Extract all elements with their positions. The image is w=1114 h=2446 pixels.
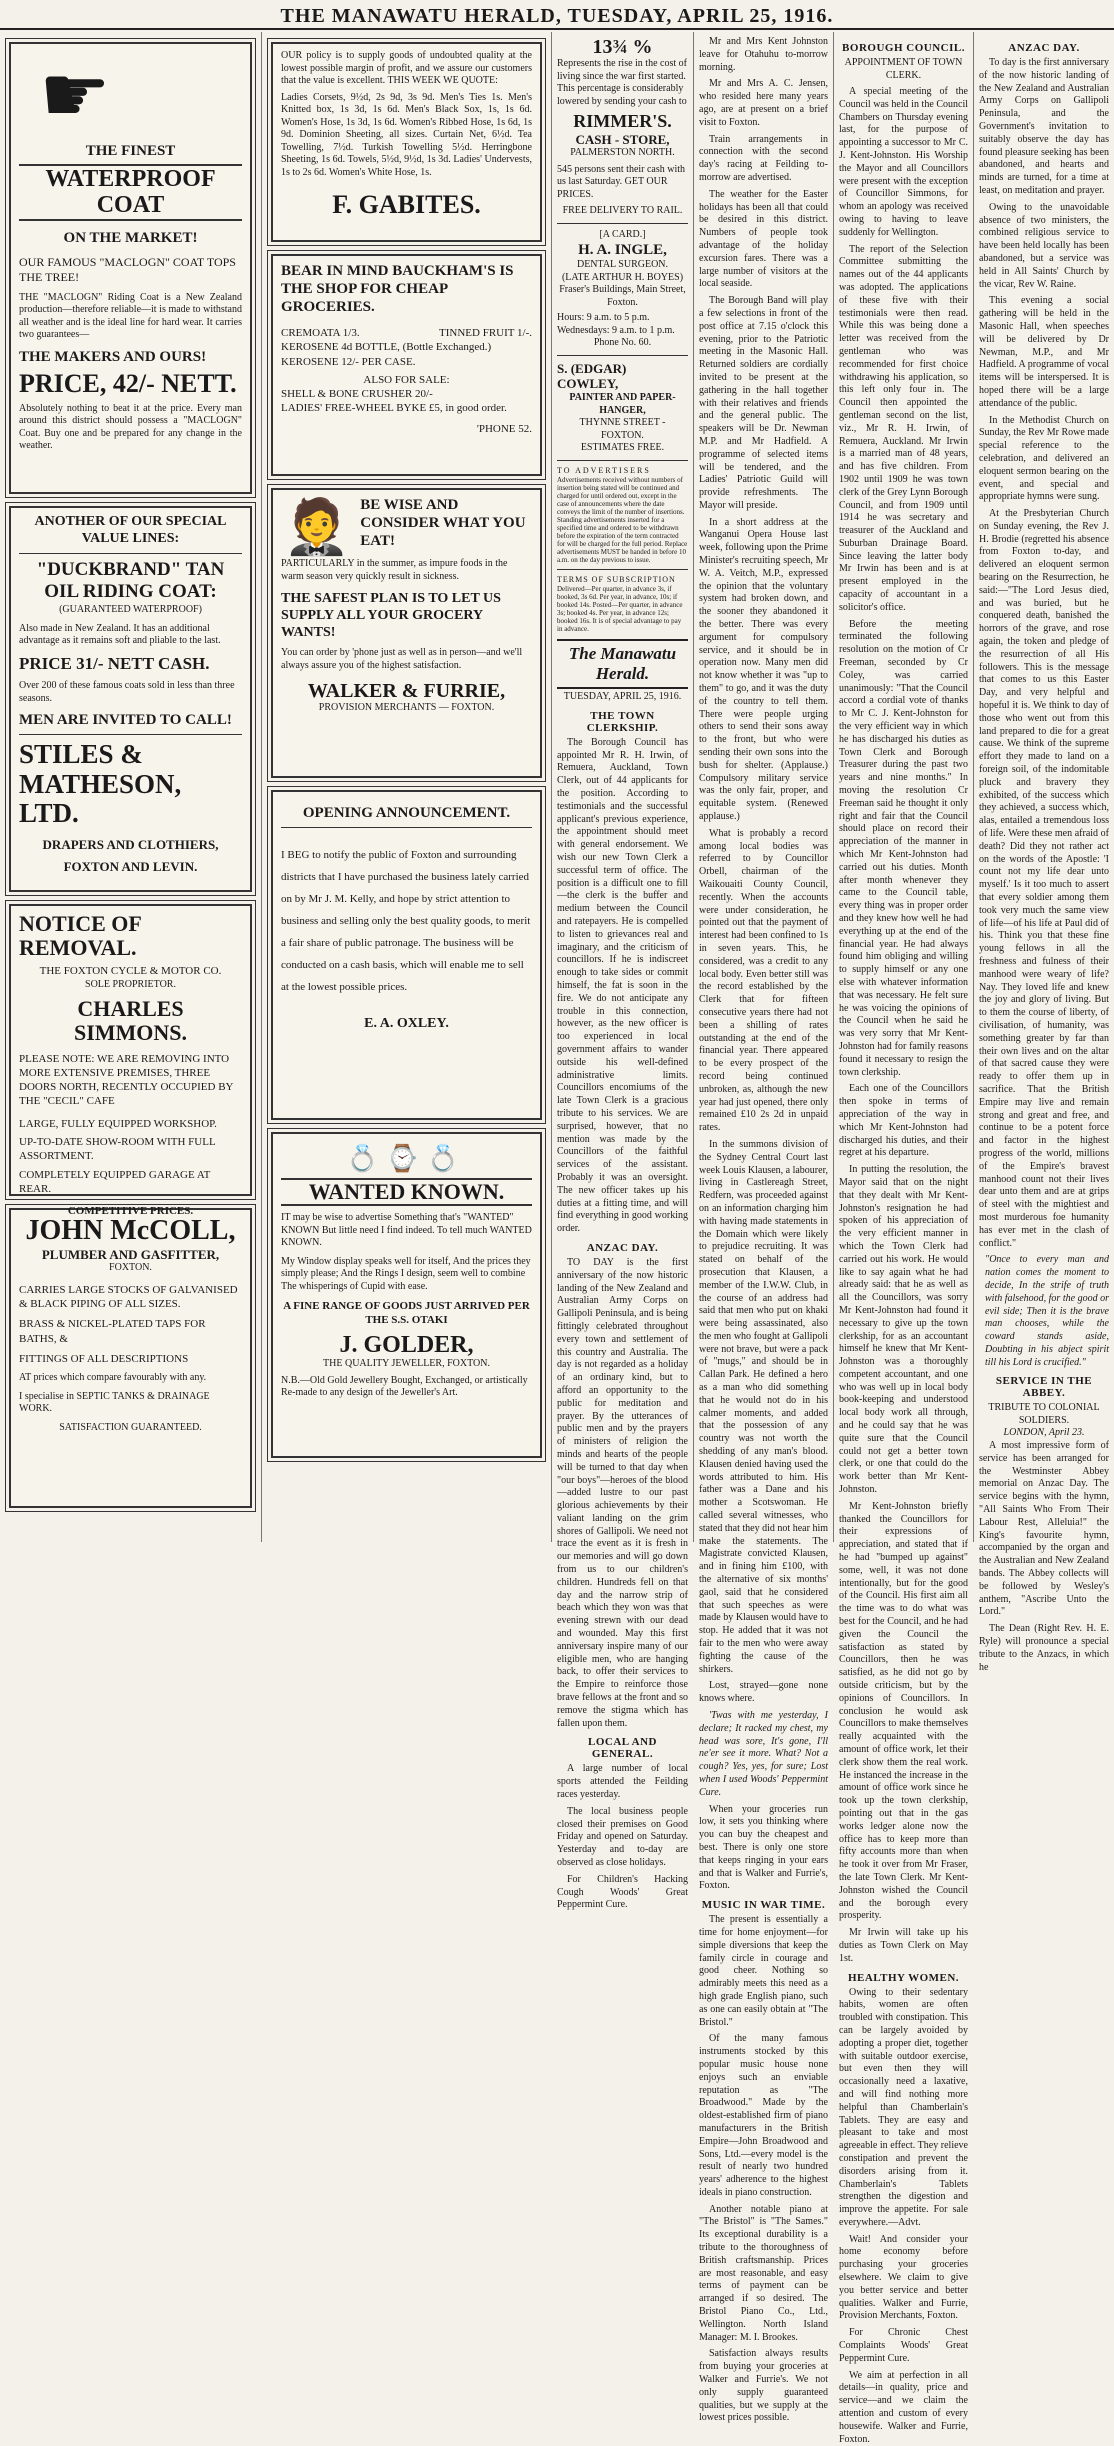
ingle-hours: Hours: 9 a.m. to 5 p.m. Wednesdays: 9 a.m. to 1 p.m. <box>557 312 675 336</box>
cowley-ad <box>557 361 688 455</box>
abbey-p2: The Dean (Right Rev. H. E. Ryle) will pronounce a special tribute to the Anzacs, in which he <box>979 1623 1109 1673</box>
rimmer-store: CASH - STORE, <box>575 131 670 147</box>
golder-range: A FINE RANGE OF GOODS JUST ARRIVED PER THE S.S. OTAKI <box>283 1300 530 1327</box>
golder-name: J. GOLDER, <box>339 1331 474 1358</box>
walker-name: WALKER & FURRIE, <box>307 680 506 703</box>
duck-made: Also made in New Zealand. It has an additional advantage as it remains soft and pliable to the last. <box>19 622 221 647</box>
coat-desc: THE "MACLOGN" Riding Coat is a New Zealand production—therefore reliable—it is made to withstand all weather and is the ideal line for hard wear. It carries two guarantees— <box>19 291 242 341</box>
anzac2-p2: Owing to the unavoidable absence of two ministers, the combined religious service to have been held locally has been abandoned, but a service was held in All Saints' Church by the vicar, Rev W. Raine. <box>979 201 1109 290</box>
local-p3: For Children's Hacking Cough Woods' Great Peppermint Cure. <box>557 1873 688 1911</box>
ingle-phone: Phone No. 60. <box>593 337 652 349</box>
news-p8: In the summons division of the Sydney Central Court last week Louis Klausen, a labourer, living in Castlereagh Street, Redfern, was proceeded against on an information charging him with having made statements in the Domain which were likely to prejudice recruiting. It was stated on behalf of the prosecution that Klausen, a member of the I.W.W. Club, in the course of an address had said that men who put on khaki were being assassinated, also the men who fought at Gallipoli were not brave, but were a pack of "mugs," and should be in Callan Park. He defined a hero as a man who did something that he would not do in his calmer moments, and added that the possession of any country was not worth the shedding of any man's blood. Klausen denied having used the words attributed to him. His father was a Dane and his mother a Scotswoman. He called several witnesses, who stated that they did not hear him make the statements. The Magistrate convicted Klausen, and in fining him £100, with the alternative of six months' gaol, said that he considered that such speeches as were made by Klausen would have to stop. He added that it was not fair to the men who were away fighting the cause of the shirkers. <box>699 1138 828 1675</box>
oxley-ad <box>271 790 542 1120</box>
music-title: MUSIC IN WAR TIME. <box>701 1899 826 1912</box>
walker-furrie-ad <box>271 488 542 778</box>
duck-firm: STILES & MATHESON, LTD. <box>19 739 182 829</box>
local-p2: The local business people closed their premises on Good Friday and opened on Saturday. Yesterday and to-day are observed as close holidays. <box>557 1805 688 1869</box>
duck-trade: DRAPERS AND CLOTHIERS, <box>42 837 219 853</box>
col5-p10: For Chronic Chest Complaints Woods' Great Peppermint Cure. <box>839 2327 968 2364</box>
news-p6: In a short address at the Wanganui Opera House last week, following upon the Prime Minister's recruiting speech, Mr W. A. Veitch, M.P., expressed the opinion that the voluntary system had broken down, and the sooner they abandoned it the better. There was every argument for compulsory service, and it should be in operation now. Many men did not know whether it was "up to them" to go, and it was the duty of the country to tell them. There were people urging others to send their sons away to the front, but who were sending their own sons into the bush for shelter. (Applause.) Compulsory military service was the only fair, proper, and equitable system. (Renewed applause.) <box>699 516 828 823</box>
anzac2-title: ANZAC DAY. <box>1008 42 1080 54</box>
golder-intro: IT may be wise to advertise Something that's "WANTED" KNOWN But little need I find indeed. To tell much WANTED KNOWN. <box>281 1212 532 1249</box>
waiter-with-tray-icon: 🤵 <box>283 497 351 557</box>
mccoll-town: FOXTON. <box>109 1262 152 1274</box>
mccoll-prices: AT prices which compare favourably with any. <box>19 1372 207 1384</box>
oxley-title: OPENING ANNOUNCEMENT. <box>302 805 511 821</box>
coat-price: PRICE, 42/- NETT. <box>19 368 237 398</box>
news-p2: Mr and Mrs A. C. Jensen, who resided here many years ago, are at present on a brief visit to Foxton. <box>699 78 828 128</box>
rimmer-name: RIMMER'S. <box>573 111 672 131</box>
anzac2-p3: This evening a social gathering will be held in the Masonic Hall, when speeches will be delivered by Dr Newman, M.P., and Mr Hadfield. A programme of vocal items will be interspersed. It is hoped there will be a large attendance of the public. <box>979 295 1109 409</box>
rimmer-pct: 13¾ % <box>592 36 653 58</box>
duck-brand: "DUCKBRAND" TAN OIL RIDING COAT: <box>36 558 225 603</box>
abbey-title: SERVICE IN THE ABBEY. <box>995 1375 1093 1400</box>
abbey-sub: TRIBUTE TO COLONIAL SOLDIERS. <box>988 1402 1100 1426</box>
gabites-quote: Ladies Corsets, 9½d, 2s 9d, 3s 9d. Men's Ties 1s. Men's Knitted box, 1s 3d, 1s 6d. Men's Black Sox, 1s, 1s 6d. Women's Hose, 1s 3d, 1s 6d. Women's Ribbed Hose, 1s 6d, 1s 9d. Dominion Sheeting, all sizes. Curtain Net, 6½d. Tea Towelling, 7½d. Turkish Towelling 5½d. Herringbone Sheeting, 1s 6d. Towels, 5½d, 9½d, 1s 3d. Ladies' Undervests, 1s to 2s 6d. Women's White Hose, 1s. <box>281 91 532 178</box>
music-p3: Another notable piano at "The Bristol" is "The Sames." Its exceptional durability is a tribute to the thoroughness of British craftsmanship. Prices are most reasonable, and easy terms of payment can be arranged if so desired. The Bristol Piano Co., Ltd., Wellington. North Island Manager: M. I. Brookes. <box>699 2203 828 2343</box>
advertisers-title: TO ADVERTISERS <box>557 465 651 475</box>
column-1 <box>0 32 262 1542</box>
oxley-body: I BEG to notify the public of Foxton and surrounding districts that I have purchased the business lately carried on by Mr J. M. Kelly, and hope by strict attention to business and selling only the best quality goods, to merit a fair share of public patronage. The business will be conducted on a cash basis, which will enable me to sell at the lowest possible prices. <box>281 849 531 993</box>
clerkship-body: The Borough Council has appointed Mr R. H. Irwin, of Remuera, Auckland, Town Clerk, out of 44 applicants for the position. According to testimonials and the successful applicant's previous experience, the appointment should meet with general endorsement. We wish our new Town Clerk a successful term of office. The position is a difficult one to fill—the clerk is the buffer and medium between the Council and ratepayers. He is compelled to listen to grievances real and imaginary, and the criticism of councillors. If he is indiscreet enough to take sides or commit himself, the fat is soon in the fire. We do not anticipate any trouble in this connection, however, as the new officer is too experienced in local government affairs to wander outside his well-defined administrative limits. Councillors encomiums of the late Town Clerk is a gracious tribute to his services. We are surprised, however, that no mention was made by the Councillors of the faithful services of the assistant. Probably it was an oversight. The new officer takes up his duties at a fitting time, and will find everything in good working order. <box>557 736 688 1235</box>
duck-guarantee: (GUARANTEED WATERPROOF) <box>59 604 202 616</box>
removal-title: NOTICE OF REMOVAL. <box>19 911 142 961</box>
duckbrand-ad <box>9 506 252 892</box>
mccoll-fittings: FITTINGS OF ALL DESCRIPTIONS <box>19 1353 189 1366</box>
removal-showroom: UP-TO-DATE SHOW-ROOM WITH FULL ASSORTMENT. <box>19 1136 216 1163</box>
paper-name: The Manawatu Herald. <box>557 639 688 689</box>
subscription-title: TERMS OF SUBSCRIPTION <box>557 575 676 585</box>
cowley-name: S. (EDGAR) COWLEY, <box>557 360 627 392</box>
column-3 <box>552 32 694 1911</box>
rimmer-ad <box>557 36 688 218</box>
pointing-hand-icon: ☛ <box>39 52 111 140</box>
duck-sold: Over 200 of these famous coats sold in less than three seasons. <box>19 680 235 704</box>
local-title: LOCAL AND GENERAL. <box>588 1736 657 1761</box>
column-6 <box>974 32 1114 1673</box>
mccoll-septic: I specialise in SEPTIC TANKS & DRAINAGE WORK. <box>19 1390 210 1415</box>
news-p7: What is probably a record among local bodies was referred to by Councillor Orbell, chairman of the Waikouaiti County Council, recently. When the accounts were under consideration, he pointed out that the payment of interest had been confined to 1s in seven years. This, he considered, was a credit to any local body. Even better still was the record established by the Clerk that for fifteen consecutive years there had not been a shilling of rates outstanding at the end of the financial year. There appeared to be every prospect of the record being continued unbroken, as, although the new year had just opened, there only remained £10 2s 2d in unpaid rates. <box>699 827 828 1134</box>
duck-price: PRICE 31/- NETT CASH. <box>19 653 210 673</box>
bauckham-item1: CREMOATA 1/3. <box>281 327 360 339</box>
coat-note: Absolutely nothing to beat it at the price. Every man around this district should possess a "MACLOGN" Coat. Buy one and be prepared for any change in the weather. <box>19 402 242 452</box>
removal-company: THE FOXTON CYCLE & MOTOR CO. <box>39 965 222 978</box>
anzac2-p4: In the Methodist Church on Sunday, the Rev Mr Rowe made special reference to the celebration, and delivered an eloquent sermon bearing on the event, and special and appropriate hymns were sung. <box>979 414 1109 503</box>
news-p4: The weather for the Easter holidays has been all that could be desired in this district. Numbers of people took advantage of the holiday excursion fares. There was a large number of visitors at the local seaside. <box>699 188 828 290</box>
removal-name: CHARLES SIMMONS. <box>73 996 188 1046</box>
removal-ad <box>9 904 252 1218</box>
news-p1: Mr and Mrs Kent Johnston leave for Otahuhu to-morrow morning. <box>699 36 828 73</box>
golder-trade: THE QUALITY JEWELLER, FOXTON. <box>323 1358 490 1370</box>
removal-prop: SOLE PROPRIETOR. <box>85 978 176 990</box>
music-p2: Of the many famous instruments stocked by this popular music house none enjoys such an enviable reputation as "The Broadwood." Made by the oldest-established firm of piano manufacturers in the British Empire—John Broadwood and Sons, Ltd.—every model is the result of nearly two hundred years' adherence to the highest ideals in piano construction. <box>699 2033 828 2198</box>
abbey-p1: A most impressive form of service has been arranged for the Westminster Abbey memorial on Anzac Day. The service begins with the hymn, "All Saints Who From Their Labour Rest, Alleluia!" the King's favourite hymn, accompanied by the organ and the Australian and New Zealand bands. The Abbey collects will be followed by Wesley's anthem, "Ascribe Unto the Lord." <box>979 1439 1109 1618</box>
gabites-name: F. GABITES. <box>332 190 481 219</box>
walker-trade: PROVISION MERCHANTS — FOXTON. <box>318 702 495 714</box>
coat-market: ON THE MARKET! <box>63 229 198 246</box>
removal-garage: COMPLETELY EQUIPPED GARAGE AT REAR. <box>19 1168 211 1195</box>
ingle-late: (LATE ARTHUR H. BOYES) <box>561 271 684 283</box>
bauckham-sale: ALSO FOR SALE: <box>363 373 450 386</box>
gabites-policy: OUR policy is to supply goods of undoubted quality at the lowest possible margin of profit, and we assure our customers that the value is excellent. THIS WEEK WE QUOTE: <box>281 50 532 86</box>
bauckham-item6: LADIES' FREE-WHEEL BYKE £5, in good order. <box>281 402 507 415</box>
women-p1: Owing to their sedentary habits, women are often troubled with constipation. This can be largely avoided by adopting a proper diet, together with suitable outdoor exercise, but even then they will occasionally need a laxative, and will find nothing more helpful than Chamberlain's Tablets. They are easy and pleasant to take and most agreeable in effect. They relieve constipation and prevent the disorders arising from it. Chamberlain's Tablets strengthen the digestion and improve the appetite. For sale everywhere.—Advt. <box>839 1986 968 2228</box>
ingle-addr: Fraser's Buildings, Main Street, Foxton. <box>559 284 686 308</box>
coat-headline: WATERPROOF COAT <box>19 164 242 221</box>
council-p3: Before the meeting terminated the following resolution on the motion of Cr Freeman, seconded by Cr Coley, was carried unanimously: "That the Council accord a cordial vote of thanks to Mr C. J. Kent-Johnston for the very efficient way in which he has discharged his duties as Town Clerk and Borough Treasurer during the past two years and nine months." In moving the resolution Cr Freeman said he thought it only right and fair that the Council should place on record their appreciation of the manner in which Mr Kent-Johnston had carried out his duties. Month after month whenever they came to the Council table, every thing was in proper order and they knew how well he had everything up at the end of the financial year. He had always found him obliging and willing to supply himself or any one else with whatever information that was necessary. He felt sure he was voicing the opinions of the Council when he said he was very sorry that Mr Kent-Johnston had for family reasons found it necessary to resign the town clerkship. <box>839 618 968 1078</box>
council-title: BOROUGH COUNCIL. <box>842 42 965 54</box>
rings-and-watch-icon: 💍⌚💍 <box>345 1144 468 1173</box>
council-p5: In putting the resolution, the Mayor said that on the night that they dealt with Mr Kent-Johnston's resignation he had spoken of his appreciation of the very efficient manner in which the Town Clerk had carried out his work. He would like to say again what he had already said: that he as well as all the Councillors, was sorry Mr Kent-Johnston had found it necessary to give up the town clerkship, for as an accountant himself he knew that Mr Kent-Johnston was a thoroughly competent accountant, and one who was well up in local body book-keeping and understood local body work all through, and he could say that he was quite sure that the Council could not get a better town clerk, or one that could do the work better than Mr Kent-Johnston. <box>839 1164 968 1496</box>
column-4 <box>694 32 834 2424</box>
local-p1: A large number of local sports attended the Feilding races yesterday. <box>557 1763 688 1801</box>
mccoll-trade: PLUMBER AND GASFITTER, <box>41 1246 220 1262</box>
bauckham-item2: TINNED FRUIT 1/-. <box>439 327 532 339</box>
bauckham-phone: 'PHONE 52. <box>476 422 532 435</box>
golder-note: N.B.—Old Gold Jewellery Bought, Exchanged, or artistically Re-made to any design of the Jeweller's Art. <box>281 1374 528 1399</box>
cowley-est: ESTIMATES FREE. <box>580 442 665 454</box>
council-p4: Each one of the Councillors then spoke in terms of appreciation of the way in which Mr Kent-Johnston had discharged his duties, and their regret at his departure. <box>839 1083 968 1159</box>
poem-intro: Lost, strayed—gone none knows where. <box>699 1680 828 1705</box>
abbey-dateline: LONDON, April 23. <box>1003 1427 1085 1439</box>
news-p9: When your groceries run low, it sets you thinking where you can buy the cheapest and best. There is only one store that keeps ringing in your ears and that is Walker and Furrie's, Foxton. <box>699 1803 828 1892</box>
anzac2-p5: At the Presbyterian Church on Sunday evening, the Rev J. H. Brodie (regretted his absence from Foxton to-day, and delivered an eloquent sermon bearing on the Resurrection, he said:—"The Lord Jesus died, and was buried, but he conquered death, banished the horrors of the grave, and rose again, the token and pledge of the resurrection of all His followers. This is the message that comes to us this Easter Day, and very helpful and hopeful it is. We think to day of those who went out from this land prepared to die for a great cause. We think of the supreme effort they made to land on a foreign soil, of the indomitable pluck and bravery they exhibited, of the success which they achieved, a success which, alas, entailed a tremendous loss of life. Were these men afraid of death? Did they not rather act on the words of the Apostle: 'I count not my life dear unto myself.' Is it too much to assert that every soldier among them took very much the same view of life—of his life at Paul did of his. Think you that these fine young fellows in all the freshness and fulness of their manhood were weary of life? Nay. They loved life and knew the joy and glory of living. But to them the course of liberty, of civilisation, of humanity, was something greater by far than their own lives and on the altar of that sacred cause they were ready to offer them up in sacrifice. That the British Empire may live and remain strong and great and free, and continue to be a potent force and factor in the highest progress of the world, millions of the Empire's bravest manhood count not their lives dear unto them and are at grips of steel with the mightiest and most murderous foe humanity has ever met in the clash of conflict." <box>979 508 1109 1249</box>
bauckham-ad <box>271 254 542 476</box>
duck-another: ANOTHER OF OUR SPECIAL VALUE LINES: <box>34 514 227 546</box>
removal-prices: COMPETITIVE PRICES. <box>67 1205 194 1218</box>
news-p13: Satisfaction always results from buying your groceries at Walker and Furrie's. We not only supply guaranteed qualities, but we supply at the lowest prices possible. <box>699 2348 828 2424</box>
bauckham-headline: BEAR IN MIND BAUCKHAM'S IS THE SHOP FOR CHEAP GROCERIES. <box>281 263 514 315</box>
rimmer-persons: 545 persons sent their cash with us last Saturday. GET OUR PRICES. <box>557 163 686 200</box>
masthead: THE MANAWATU HERALD, TUESDAY, APRIL 25, 1916. <box>0 0 1114 30</box>
anzac-title: ANZAC DAY. <box>586 1241 659 1254</box>
column-5 <box>834 32 974 2445</box>
rimmer-text: Represents the rise in the cost of living since the war first started. This percentage is considerably lowered by sending your cash to <box>557 58 687 107</box>
oxley-name: E. A. OXLEY. <box>364 1016 449 1031</box>
bauckham-item5: SHELL & BONE CRUSHER 20/- <box>281 388 433 401</box>
rimmer-town: PALMERSTON NORTH. <box>570 147 675 159</box>
news-p5: The Borough Band will play a few selections in front of the post office at 7.15 o'clock this evening, prior to the Patriotic meeting in the Masonic Hall. Returned soldiers are cordially invited to be present at the gathering in the hall together with their relatives and friends and the general public. The speakers will be Dr. Newman M.P. and Mr Hadfield. A programme of selected items will be tendered, and the Ladies' Patriotic Guild will provide refreshments. The Mayor will preside. <box>699 295 828 511</box>
ingle-card-label: [A CARD.] <box>599 228 646 240</box>
coat-famous: OUR FAMOUS "MACLOGN" COAT TOPS THE TREE! <box>19 254 236 285</box>
ingle-name: H. A. INGLE, <box>578 242 667 259</box>
anzac2-p1: To day is the first anniversary of the now historic landing of the New Zealand and Australian Army Corps on Gallipoli Peninsula, and the Government's invitation to suitably observe the day has found pleasure seeking has been abandoned, and hearts and minds are turned, for a time at least, on meditation and prayer. <box>979 57 1109 196</box>
coat-finest: THE FINEST <box>85 143 176 159</box>
poem: 'Twas with me yesterday, I declare; It racked my chest, my head was sore, It's gone, I'll ne'er see it more. What? Not a cough? Yes, yes, for sure; Lost when I used Woods' Peppermint Cure. <box>699 1710 828 1798</box>
col5-p9: Wait! And consider your home economy before purchasing your groceries elsewhere. We claim to give you better service and better qualities. Walker and Furrie, Provision Merchants, Foxton. <box>839 2233 968 2322</box>
walker-safest: THE SAFEST PLAN IS TO LET US SUPPLY ALL YOUR GROCERY WANTS! <box>281 591 501 640</box>
ingle-title: DENTAL SURGEON. <box>576 259 669 271</box>
coat-ad <box>9 42 252 494</box>
cowley-street: THYNNE STREET - FOXTON. <box>579 417 666 441</box>
news-p3: Train arrangements in connection with the second day's racing at Feilding to-morrow are advertised. <box>699 133 828 183</box>
walker-summer: PARTICULARLY in the summer, as impure foods in the warm season very quickly result in sickness. <box>281 558 508 582</box>
council-p6: Mr Kent-Johnston briefly thanked the Councillors for their expressions of appreciation, and stated that if he had "bumped up against" some, well, it was not done intentionally, but for the good of the Council. His first aim all the time was to do what was best for the Council, and he had given the Council the satisfaction as stated by Councillors, then he was satisfied, as he did not go by outside criticism, but by the opinions of Councillors. In conclusion he would ask Councillors to make themselves really acquainted with the amount of office work, let their clerk show them the real work. He instanced the increase in the amount of office work since he took up the town clerkship, pointing out that in the gas works ledger alone now the office has to keep more than fifty accounts more than when he took it over from Mr Fraser, the late Town Clerk. Mr Kent-Johnston wished the Council and the borough every prosperity. <box>839 1500 968 1922</box>
clerkship-title: THE TOWN CLERKSHIP. <box>586 709 659 734</box>
council-p1: A special meeting of the Council was held in the Council Chambers on Thursday evening last, for the purpose of appointing a successor to Mr C. J. Kent-Johnston. His Worship the Mayor and all Councillors were present with the exception of Councillor Simmons, for whom an apology was received owing to having to leave suddenly for Wellington. <box>839 86 968 238</box>
col5-p11: We aim at perfection in all details—in quality, price and service—and we claim the attention and custom of every housewife. Walker and Furrie, Foxton. <box>839 2369 968 2445</box>
anzac-body: TO DAY is the first anniversary of the now historic landing of the New Zealand and Australian Army Corps on Gallipoli Peninsula, and is being fittingly celebrated throughout every town and settlement of this country and Australia. The day is not regarded as a holiday of an ordinary kind, but to afford an opportunity to the public for meditation and prayer. By the utterances of public men and by the prayers of ministers of religion the minds and hearts of the people will be turned to that day when "our boys"—heroes of the blood—added lustre to our past glorious achievements by their valiant landing on the grim shores of Gallipoli. We need not trace the event as it is fresh in our memories and will go down from us to our children's children. Hundreds fell on that day and the narrow strip of beach which they won was that evening strewn with our dead and wounded. May this first anniversary inspire many of our eligible men, who are hanging back, to offer their services to the Empire to reinforce those brave fellows at the front and so remove the stigma which has fallen upon them. <box>557 1256 688 1729</box>
council-p2: The report of the Selection Committee submitting the names out of the 44 applicants was adopted. The applications of these five with their testimonials were then read. While this was being done a letter was received from the gentleman who was recommended for first choice withdrawing his application, so this left only four in. The Council then appointed the gentleman second on the list, viz., Mr R. H. Irwin, of Remuera, Auckland. Mr Irwin is a married man of 48 years, and has five children. From 1902 until 1909 he was town clerk of the Grey Lynn Borough Council, and from 1909 until 1914 he was secretary and treasurer of the Auckland and Suburban Drainage Board. Since leaving the latter body Mr Irwin has been and is at present employed in the capacity of accountant in a solicitor's office. <box>839 243 968 613</box>
mccoll-brass: BRASS & NICKEL-PLATED TAPS FOR BATHS, & <box>19 1318 206 1345</box>
removal-workshop: LARGE, FULLY EQUIPPED WORKSHOP. <box>19 1117 217 1130</box>
coat-makers: THE MAKERS AND OURS! <box>19 348 207 365</box>
women-title: HEALTHY WOMEN. <box>847 1971 960 1984</box>
subscription-body: Delivered—Per quarter, in advance 3s, if booked, 3s 6d. Per year, in advance, 10s; if booked 14s. Posted—Per quarter, in advance 3s; booked 4s. Per year, in advance 12s; booked 16s. It is of special advantage to pay in advance. <box>557 585 683 634</box>
council-p7: Mr Irwin will take up his duties as Town Clerk on May 1st. <box>839 1927 968 1964</box>
bauckham-item4: KEROSENE 12/- PER CASE. <box>281 355 416 368</box>
cowley-trade: PAINTER AND PAPER-HANGER, <box>569 392 676 416</box>
council-sub: APPOINTMENT OF TOWN CLERK. <box>844 57 963 81</box>
golder-verse: My Window display speaks well for itself, And the prices they simply please; And the Rings I design, seem well to combine The whisperings of Cupid with ease. <box>281 1255 531 1292</box>
walker-headline: BE WISE AND CONSIDER WHAT YOU EAT! <box>360 497 526 549</box>
rimmer-delivery: FREE DELIVERY TO RAIL. <box>562 205 683 217</box>
walker-order: You can order by 'phone just as well as in person—and we'll always assure you of the highest satisfaction. <box>281 647 523 671</box>
gabites-ad <box>271 42 542 242</box>
mccoll-ad <box>9 1208 252 1508</box>
removal-note: PLEASE NOTE: WE ARE REMOVING INTO MORE EXTENSIVE PREMISES, THREE DOORS NORTH, RECENTLY OCCUPIED BY THE "CECIL" CAFE <box>19 1052 234 1108</box>
golder-ad <box>271 1132 542 1458</box>
anzac2-poem: "Once to every man and nation comes the moment to decide, In the strife of truth with falsehood, for the good or evil side; Then it is the brave man chooses, while the coward stands aside, Doubting in his abject spirit till his Lord is crucified." <box>985 1254 1109 1368</box>
advertisers-body: Advertisements received without numbers of insertion being stated will be continued and charged for until ordered out, except in the case of announcements where the date conveys the limit of the number of insertions. Standing advertisements inserted for a specified time and ordered to be withdrawn before the expiration of the term contracted for will be charged for the full period. Replace advertisements MUST be handed in before 10 a.m. on the day previous to issue. <box>557 475 688 565</box>
music-p1: The present is essentially a time for home enjoyment—for simple diversions that keep the family circle in courage and good cheer. Nothing so admirably meets this need as a high grade English piano, such as one can easily obtain at "The Bristol." <box>699 1914 828 2028</box>
paper-date: TUESDAY, APRIL 25, 1916. <box>563 691 682 703</box>
mccoll-stocks: CARRIES LARGE STOCKS OF GALVANISED & BLACK PIPING OF ALL SIZES. <box>19 1283 238 1311</box>
mccoll-name: JOHN McCOLL, <box>25 1215 236 1246</box>
duck-invite: MEN ARE INVITED TO CALL! <box>19 712 232 729</box>
mccoll-guaranteed: SATISFACTION GUARANTEED. <box>59 1421 202 1433</box>
golder-title: WANTED KNOWN. <box>281 1178 532 1206</box>
duck-towns: FOXTON AND LEVIN. <box>63 858 198 874</box>
ingle-card <box>557 229 688 350</box>
column-2 <box>262 32 552 1542</box>
bauckham-item3: KEROSENE 4d BOTTLE, (Bottle Exchanged.) <box>281 341 492 354</box>
